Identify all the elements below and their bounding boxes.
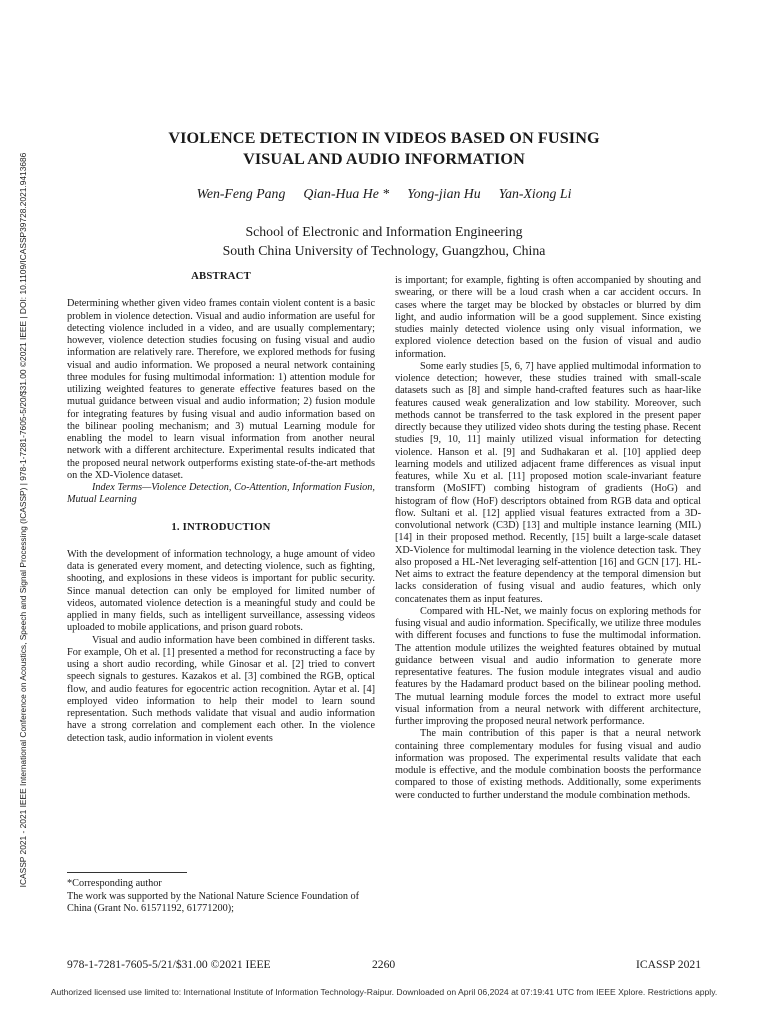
author-4: Yan-Xiong Li: [498, 186, 572, 201]
doi-sidebar: [16, 100, 30, 940]
affiliation-line-1: School of Electronic and Information Engineering: [245, 224, 523, 239]
right-paragraph-1: is important; for example, fighting is often accompanied by shouting and swearing, or there will be a loud crash when a car accident occurs. In cases where the target may be blocked by obstacles or blurred by dim light, and audio information will be a good supplement. Since existing studies mainly detected violence using only visual information, we explored violence detection based on the fusion of visual and audio information.: [395, 275, 701, 360]
title-line-1: VIOLENCE DETECTION IN VIDEOS BASED ON FUSING: [168, 129, 600, 147]
footnote-corresponding: *Corresponding author: [67, 878, 162, 889]
footnote-funding: The work was supported by the National Nature Science Foundation of China (Grant No. 61571192, 61771200);: [67, 890, 360, 914]
index-terms-text: Violence Detection, Co-Attention, Information Fusion, Mutual Learning: [67, 482, 375, 506]
footnote: [67, 878, 375, 916]
abstract-text: Determining whether given video frames contain violent content is a basic problem in violence detection. Visual and audio information are useful for detecting violence included in a video, and are usually complementary; however, violence detection studies focusing on fusing visual and audio information are relatively rare. Therefore, we explored methods for fusing visual and audio information. We proposed a neural network containing three modules for fusing multimodal information: 1) attention module for utilizing weighted features to generate effective features based on the mutual guidance between visual and audio information; 2) fusion module for integrating features by fusing visual and audio information based on the bilinear pooling mechanism; and 3) mutual Learning module for enabling the model to learn visual information from another neural network with a different architecture. Experimental results indicated that the proposed neural network outperforms existing state-of-the-art methods on the XD-Violence dataset.: [67, 298, 375, 481]
footnote-rule: [67, 872, 187, 873]
affiliation-line-2: South China University of Technology, Guangzhou, China: [222, 243, 546, 258]
intro-paragraph-1: With the development of information technology, a huge amount of video data is generated every moment, and detecting violence, such as fighting, shooting, and explosions in these videos is important for public security. Since manual detection can only be employed for limited number of videos, automated violence detection is a meaningful study and could be applied in many fields, such as intelligent surveillance, assessing videos uploaded to mobile applications, and prison guard robots.: [67, 548, 375, 634]
index-terms-label: Index Terms—: [92, 482, 152, 493]
author-1: Wen-Feng Pang: [196, 186, 286, 201]
intro-paragraph-2: Visual and audio information have been combined in different tasks. For example, Oh et al. [1] presented a method for reconstructing a face by using a short audio recording, while Ginosar et al. [2] tried to convert speech signals to gestures. Kazakos et al. [3] combined the RGB, optical flow, and audio features for egocentric action recognition. Aytar et al. [4] employed video information to help their model to learn sound representation. Such methods validate that visual and audio information have a strong correlation and complement each other. In the violence detection task, audio information in violent events: [67, 634, 375, 744]
footer-isbn: 978-1-7281-7605-5/21/$31.00 ©2021 IEEE: [67, 958, 271, 971]
right-paragraph-2: Some early studies [5, 6, 7] have applied multimodal information to violence detection; however, these studies trained with small-scale datasets such as [8] and simple hand-crafted features such as haar-like features caused weak generalization and low stability. Moreover, such methods cannot be transferred to the task explored in the present paper directly because they utilized video shots during the testing phase. Recent studies [9, 10, 11] mainly utilized visual information for detecting violence. Hanson et al. [9] and Sudhakaran et al. [10] applied deep learning models and utilized adjacent frame differences as visual input features, while Xu et al. [11] proposed motion scale-invariant feature transform (MoSIFT) combing histogram of gradients (HoG) and histogram of flow (HoF) descriptors obtained from RGB data and optical flow. Sultani et al. [12] applied visual features extracted from a 3D-convolutional network (C3D) [13] and multiple instance learning (MIL) [14] in their proposed method. Recently, [15] built a large-scale dataset XD-Violence for multimodal learning in the violence detection task. They also proposed a HL-Net leveraging self-attention [16] and GCN [17]. HL-Net aims to extract the feature dependency at the temporal dimension but lacks consideration of fusing visual and audio features, which only concatenates them as input features.: [395, 360, 701, 605]
abstract-heading: ABSTRACT: [191, 270, 251, 282]
left-column: [67, 270, 375, 745]
index-terms: [67, 482, 375, 507]
intro-heading: 1. INTRODUCTION: [171, 520, 271, 533]
footer-conference: ICASSP 2021: [636, 958, 701, 971]
page-number: 2260: [372, 958, 396, 971]
authorized-use-notice: Authorized licensed use limited to: International Institute of Information Technology-Raipur. Downloaded on April 06,2024 at 07:19:41 UTC from IEEE Xplore. Restrictions apply.: [50, 987, 718, 997]
title-line-2: VISUAL AND AUDIO INFORMATION: [243, 150, 525, 168]
right-column: [395, 275, 701, 802]
paper-title: [60, 128, 708, 170]
right-paragraph-4: The main contribution of this paper is that a neural network containing three complementary modules for fusing visual and audio information was proposed. The experimental results validate that each module is effective, and the module combination boosts the performance compared to those of existing methods. Additionally, some experiments were conducted to further understand the module combination methods.: [395, 728, 701, 801]
author-2: Qian-Hua He *: [303, 186, 390, 201]
doi-sidebar-text: ICASSP 2021 - 2021 IEEE International Conference on Acoustics, Speech and Signal Processing (ICASSP) | 978-1-7281-7605-5/20/$31.00 ©2021 IEEE | DOI: 10.1109/ICASSP39728.2021.9413686: [18, 152, 28, 888]
affiliation: [60, 222, 708, 260]
right-paragraph-3: Compared with HL-Net, we mainly focus on exploring methods for fusing visual and audio information. Specifically, we utilize three modules with different focuses and functions to fuse the multimodal information. The attention module utilizes the weighted features obtained by mutual guidance between visual and audio information to generate more representative features. The fusion module integrates visual and audio features by the Hadamard product based on the bilinear pooling method. The mutual learning module forces the model to extract more useful visual information from a neural network with different architecture, further improving the proposed neural network performance.: [395, 605, 701, 727]
page-footer: [67, 958, 701, 974]
author-list: [60, 186, 708, 202]
author-3: Yong-jian Hu: [407, 186, 481, 201]
